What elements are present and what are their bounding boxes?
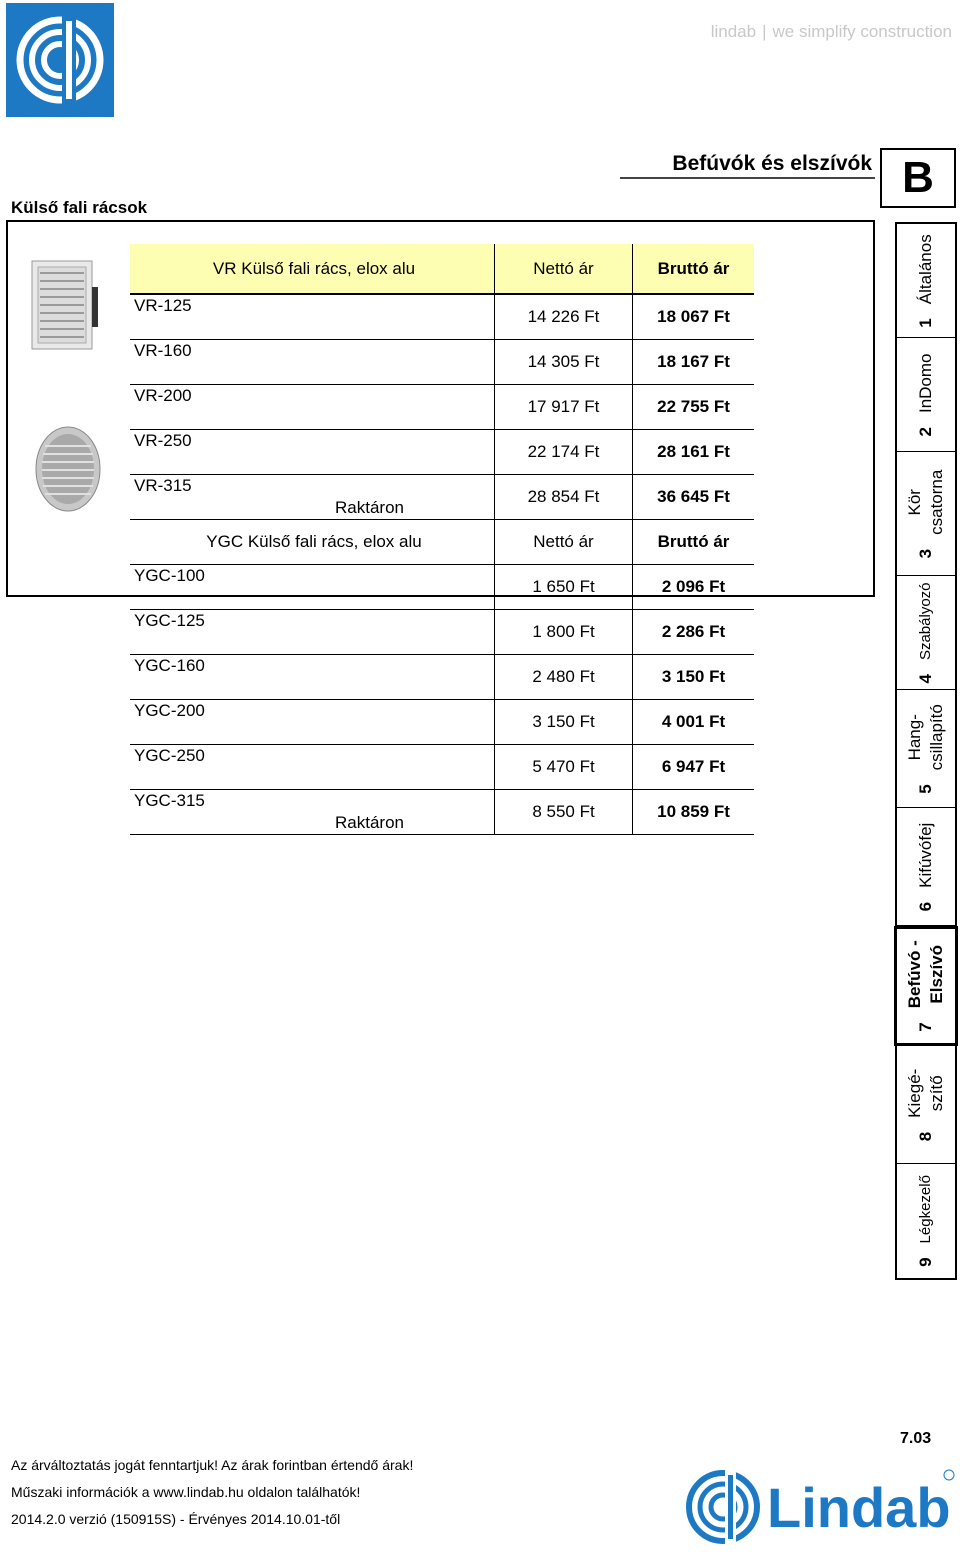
net-price: 3 150 Ft: [495, 700, 633, 745]
product-code: VR-315: [134, 476, 192, 495]
ygc-row: [130, 790, 754, 835]
ygc-row: [130, 565, 754, 610]
gross-price: 36 645 Ft: [633, 475, 755, 520]
tagline-brand: lindab: [710, 22, 757, 41]
lindab-wordmark-icon: [683, 1467, 955, 1547]
vr-grille-image: [30, 257, 100, 357]
tab-number: 9: [916, 1257, 935, 1267]
chapter-letter: B: [880, 148, 956, 208]
net-price: 14 305 Ft: [495, 340, 633, 385]
vr-row: [130, 430, 754, 475]
tagline-separator: |: [762, 22, 767, 41]
ygc-table-title: YGC Külső fali rács, elox alu: [130, 520, 495, 565]
tab-label: Kör: [905, 488, 924, 516]
product-code: YGC-125: [134, 611, 205, 630]
chapter-tab-4[interactable]: [897, 576, 955, 690]
net-price: 22 174 Ft: [495, 430, 633, 475]
tab-label: Szabályozó: [917, 581, 934, 660]
tab-number: 8: [916, 1131, 935, 1141]
footer-line-1: Az árváltoztatás jogát fenntartjuk! Az árak forintban értendő árak!: [11, 1457, 414, 1473]
tab-number: 5: [916, 783, 935, 794]
gross-price: 18 067 Ft: [633, 294, 755, 340]
vr-row: [130, 475, 754, 520]
net-price: 17 917 Ft: [495, 385, 633, 430]
tab-number: 3: [916, 548, 935, 558]
ygc-grille-image: [33, 424, 103, 514]
tab-label: Légkezelő: [917, 1175, 934, 1244]
chapter-tab-9[interactable]: [897, 1164, 955, 1278]
tab-number: 1: [916, 317, 935, 328]
vr-table-title: VR Külső fali rács, elox alu: [130, 244, 495, 294]
tab-label: InDomo: [916, 353, 935, 413]
ygc-gross-header: Bruttó ár: [633, 520, 755, 565]
page-title: Befúvók és elszívók: [672, 152, 872, 175]
product-code: YGC-250: [134, 746, 205, 765]
tab-label-group: [904, 469, 948, 534]
vr-gross-header: Bruttó ár: [633, 244, 755, 294]
net-price: 5 470 Ft: [495, 745, 633, 790]
tab-number: 2: [916, 426, 935, 436]
vr-row: [130, 340, 754, 385]
tab-label-line2: csatorna: [927, 469, 946, 535]
tab-label-group: [904, 940, 948, 1008]
tab-label-line2: Elszívó: [927, 944, 946, 1004]
tab-number: 7: [916, 1022, 935, 1032]
product-code: VR-250: [134, 431, 192, 450]
chapter-tab-6[interactable]: [897, 808, 955, 926]
gross-price: 3 150 Ft: [633, 655, 755, 700]
tab-number: 4: [916, 673, 935, 684]
net-price: 8 550 Ft: [495, 790, 633, 835]
gross-price: 22 755 Ft: [633, 385, 755, 430]
product-code: YGC-315: [134, 791, 205, 810]
gross-price: 2 286 Ft: [633, 610, 755, 655]
tab-label-group: [904, 704, 948, 770]
tagline-slogan: we simplify construction: [772, 22, 952, 41]
tab-label: Hang-: [905, 713, 924, 760]
ygc-net-header: Nettó ár: [495, 520, 633, 565]
chapter-tab-2[interactable]: [897, 338, 955, 452]
chapter-tab-7[interactable]: [894, 926, 958, 1046]
title-divider: [620, 177, 875, 179]
brand-text: Lindab: [767, 1476, 951, 1539]
tab-label: Kifúvófej: [916, 822, 935, 888]
price-table: [130, 244, 754, 835]
gross-price: 18 167 Ft: [633, 340, 755, 385]
vr-net-header: Nettó ár: [495, 244, 633, 294]
ygc-row: [130, 610, 754, 655]
chapter-tab-3[interactable]: [897, 452, 955, 576]
product-code: VR-125: [134, 296, 192, 315]
tab-label-line2: csillapító: [927, 703, 946, 770]
product-code: VR-200: [134, 386, 192, 405]
product-code: YGC-200: [134, 701, 205, 720]
lindab-brand-logo[interactable]: [683, 1467, 955, 1552]
net-price: 2 480 Ft: [495, 655, 633, 700]
footer-line-2: Műszaki információk a www.lindab.hu oldalon találhatók!: [11, 1484, 361, 1500]
stock-status: Raktáron: [335, 498, 404, 517]
gross-price: 28 161 Ft: [633, 430, 755, 475]
chapter-tab-8[interactable]: [897, 1046, 955, 1164]
lindab-symbol-icon: [6, 3, 114, 117]
gross-price: 2 096 Ft: [633, 565, 755, 610]
product-code: YGC-100: [134, 566, 205, 585]
product-code: VR-160: [134, 341, 192, 360]
vr-table-header: [130, 244, 754, 294]
product-code: YGC-160: [134, 656, 205, 675]
stock-status: Raktáron: [335, 813, 404, 832]
chapter-tab-5[interactable]: [897, 690, 955, 808]
tab-number: 6: [916, 901, 935, 911]
ygc-row: [130, 745, 754, 790]
vr-row: [130, 294, 754, 340]
chapter-nav: [895, 222, 957, 1280]
gross-price: 6 947 Ft: [633, 745, 755, 790]
section-title: Külső fali rácsok: [11, 198, 148, 217]
tab-label: Általános: [916, 233, 935, 304]
ygc-table-header: [130, 520, 754, 565]
tab-label: Befúvó -: [905, 940, 924, 1009]
net-price: 1 650 Ft: [495, 565, 633, 610]
chapter-tab-1[interactable]: [897, 224, 955, 338]
net-price: 28 854 Ft: [495, 475, 633, 520]
lindab-logo[interactable]: [6, 3, 114, 117]
ygc-row: [130, 655, 754, 700]
gross-price: 10 859 Ft: [633, 790, 755, 835]
tagline: [711, 22, 952, 42]
tab-label-line2: szítő: [927, 1074, 946, 1111]
vr-row: [130, 385, 754, 430]
footer-line-3: 2014.2.0 verzió (150915S) - Érvényes 2014.10.01-től: [11, 1511, 341, 1527]
tab-label-group: [904, 1068, 948, 1117]
net-price: 14 226 Ft: [495, 294, 633, 340]
net-price: 1 800 Ft: [495, 610, 633, 655]
page-number: 7.03: [900, 1430, 932, 1447]
ygc-row: [130, 700, 754, 745]
gross-price: 4 001 Ft: [633, 700, 755, 745]
tab-label: Kiegé-: [905, 1068, 924, 1118]
